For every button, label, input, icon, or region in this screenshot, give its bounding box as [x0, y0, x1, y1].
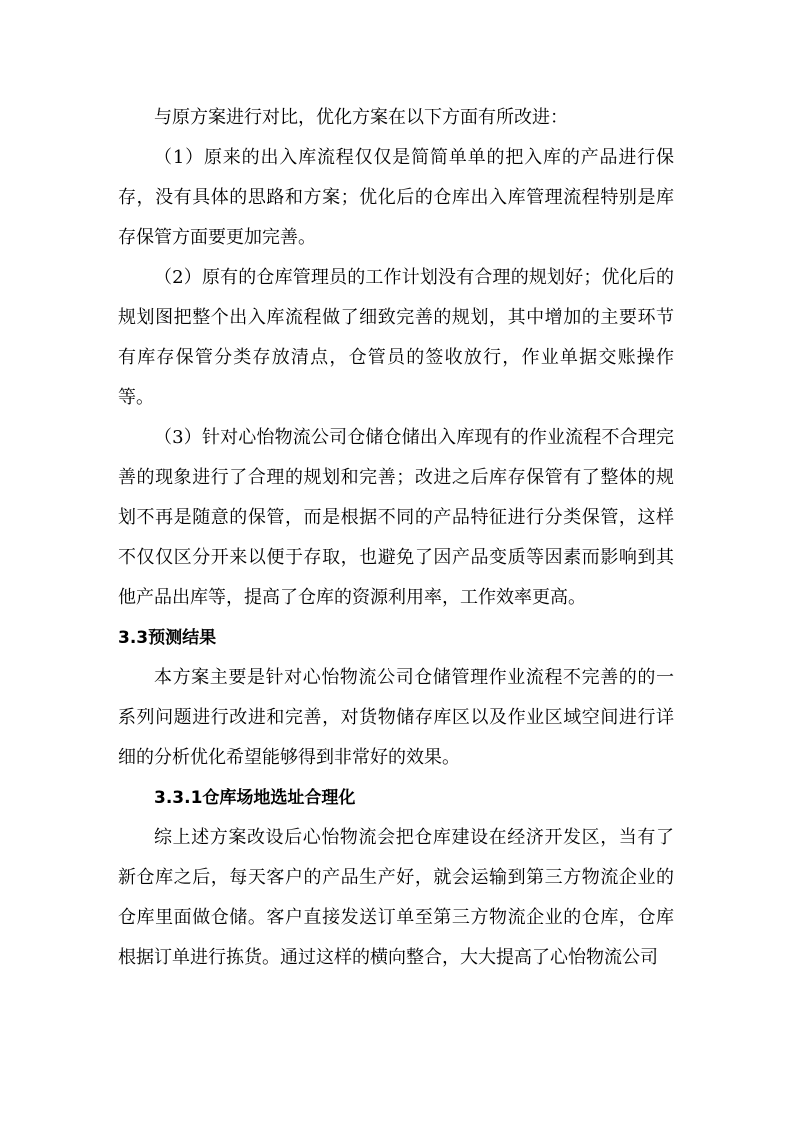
improvement-paragraph-1: （1）原来的出入库流程仅仅是简简单单的把入库的产品进行保存，没有具体的思路和方案；优化后的仓库出入库管理流程特别是库存保管方面要更加完善。 [118, 147, 674, 248]
improvement-paragraph-2: （2）原有的仓库管理员的工作计划没有合理的规划好；优化后的规划图把整个出入库流程做了细致完善的规划，其中增加的主要环节有库存保管分类存放清点，仓管员的签收放行，作业单据交账操作等。 [118, 267, 674, 408]
section-paragraph: 本方案主要是针对心怡物流公司仓储管理作业流程不完善的的一系列问题进行改进和完善，对货物储存库区以及作业区域空间进行详细的分析优化希望能够得到非常好的效果。 [118, 667, 674, 768]
subsection-paragraph: 综上述方案改设后心怡物流会把仓库建设在经济开发区，当有了新仓库之后，每天客户的产品生产好，就会运输到第三方物流企业的仓库里面做仓储。客户直接发送订单至第三方物流企业的仓库，仓库根据订单进行拣货。通过这样的横向整合，大大提高了心怡物流公司 [118, 827, 674, 968]
intro-paragraph: 与原方案进行对比，优化方案在以下方面有所改进： [154, 107, 568, 128]
improvement-paragraph-3: （3）针对心怡物流公司仓储仓储出入库现有的作业流程不合理完善的现象进行了合理的规划和完善；改进之后库存保管有了整体的规划不再是随意的保管，而是根据不同的产品特征进行分类保管，这样不仅仅区分开来以便于存取，也避免了因产品变质等因素而影响到其他产品出库等，提高了仓库的资源利用率，工作效率更高。 [118, 427, 674, 608]
subsection-heading: 3.3.1仓库场地选址合理化 [154, 788, 356, 808]
section-heading: 3.3预测结果 [118, 628, 217, 648]
document-body [118, 98, 674, 978]
